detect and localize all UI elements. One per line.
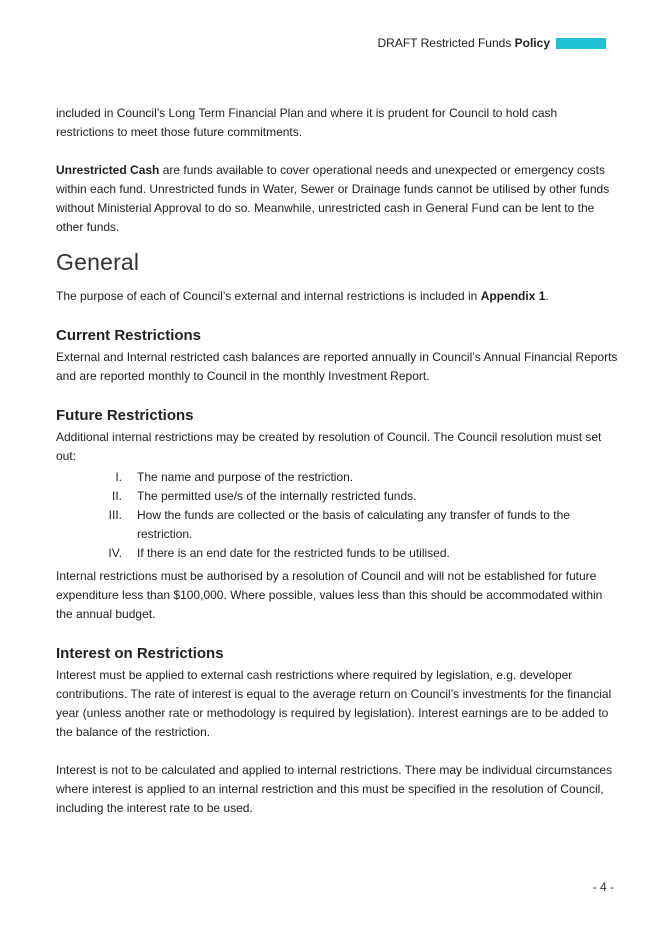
list-item: II. The permitted use/s of the internally restricted funds.	[111, 489, 417, 503]
unrestricted-term: Unrestricted Cash	[56, 163, 160, 177]
current-restrictions-heading: Current Restrictions	[56, 327, 202, 344]
list-item: I. The name and purpose of the restriction.	[115, 470, 354, 484]
future-restrictions-paragraph: Additional internal restrictions may be created by resolution of Council. The Council resolution must set out:	[56, 430, 602, 463]
interest-paragraph-1: Interest must be applied to external cash restrictions where required by legislation, e.g. developer contributions. The rate of interest is equal to the average return on Council’s investments for the financial year (unless another rate or methodology is required by legislation). Interest earnings are to be added to the balance of the restriction.	[56, 668, 612, 739]
interest-heading: Interest on Restrictions	[56, 645, 224, 662]
general-heading: General	[56, 249, 140, 275]
resolution-requirements-list	[56, 468, 618, 563]
list-item: III. How the funds are collected or the basis of calculating any transfer of funds to the restriction.	[108, 508, 570, 541]
unrestricted-paragraph: Unrestricted Cash are funds available to cover operational needs and unexpected or emergency costs within each fund. Unrestricted funds in Water, Sewer or Drainage funds cannot be utilised by other funds without Ministerial Approval to do so. Meanwhile, unrestricted cash in General Fund can be lent to the other funds.	[56, 163, 610, 234]
page-header	[377, 36, 606, 50]
future-restrictions-threshold-paragraph: Internal restrictions must be authorised by a resolution of Council and will not be established for future expenditure less than $100,000. Where possible, values less than this should be accommodated within the annual budget.	[56, 569, 603, 621]
future-restrictions-heading: Future Restrictions	[56, 407, 194, 424]
list-item: IV. If there is an end date for the restricted funds to be utilised.	[108, 546, 450, 560]
appendix-link-text: Appendix 1	[480, 289, 546, 303]
document-body	[56, 104, 618, 818]
interest-paragraph-2: Interest is not to be calculated and applied to internal restrictions. There may be individual circumstances where interest is applied to an internal restriction and this must be specified in the resolution of Council, including the interest rate to be used.	[56, 763, 613, 815]
current-restrictions-paragraph: External and Internal restricted cash balances are reported annually in Council’s Annual Financial Reports and are reported monthly to Council in the monthly Investment Report.	[56, 350, 618, 383]
header-accent-bar	[556, 38, 606, 49]
general-paragraph: The purpose of each of Council’s external and internal restrictions is included in Appendix 1.	[56, 289, 549, 303]
header-title: DRAFT Restricted Funds Policy	[377, 36, 550, 50]
intro-paragraph: included in Council’s Long Term Financial Plan and where it is prudent for Council to hold cash restrictions to meet those future commitments.	[56, 106, 558, 139]
page-number: - 4 -	[592, 880, 614, 894]
